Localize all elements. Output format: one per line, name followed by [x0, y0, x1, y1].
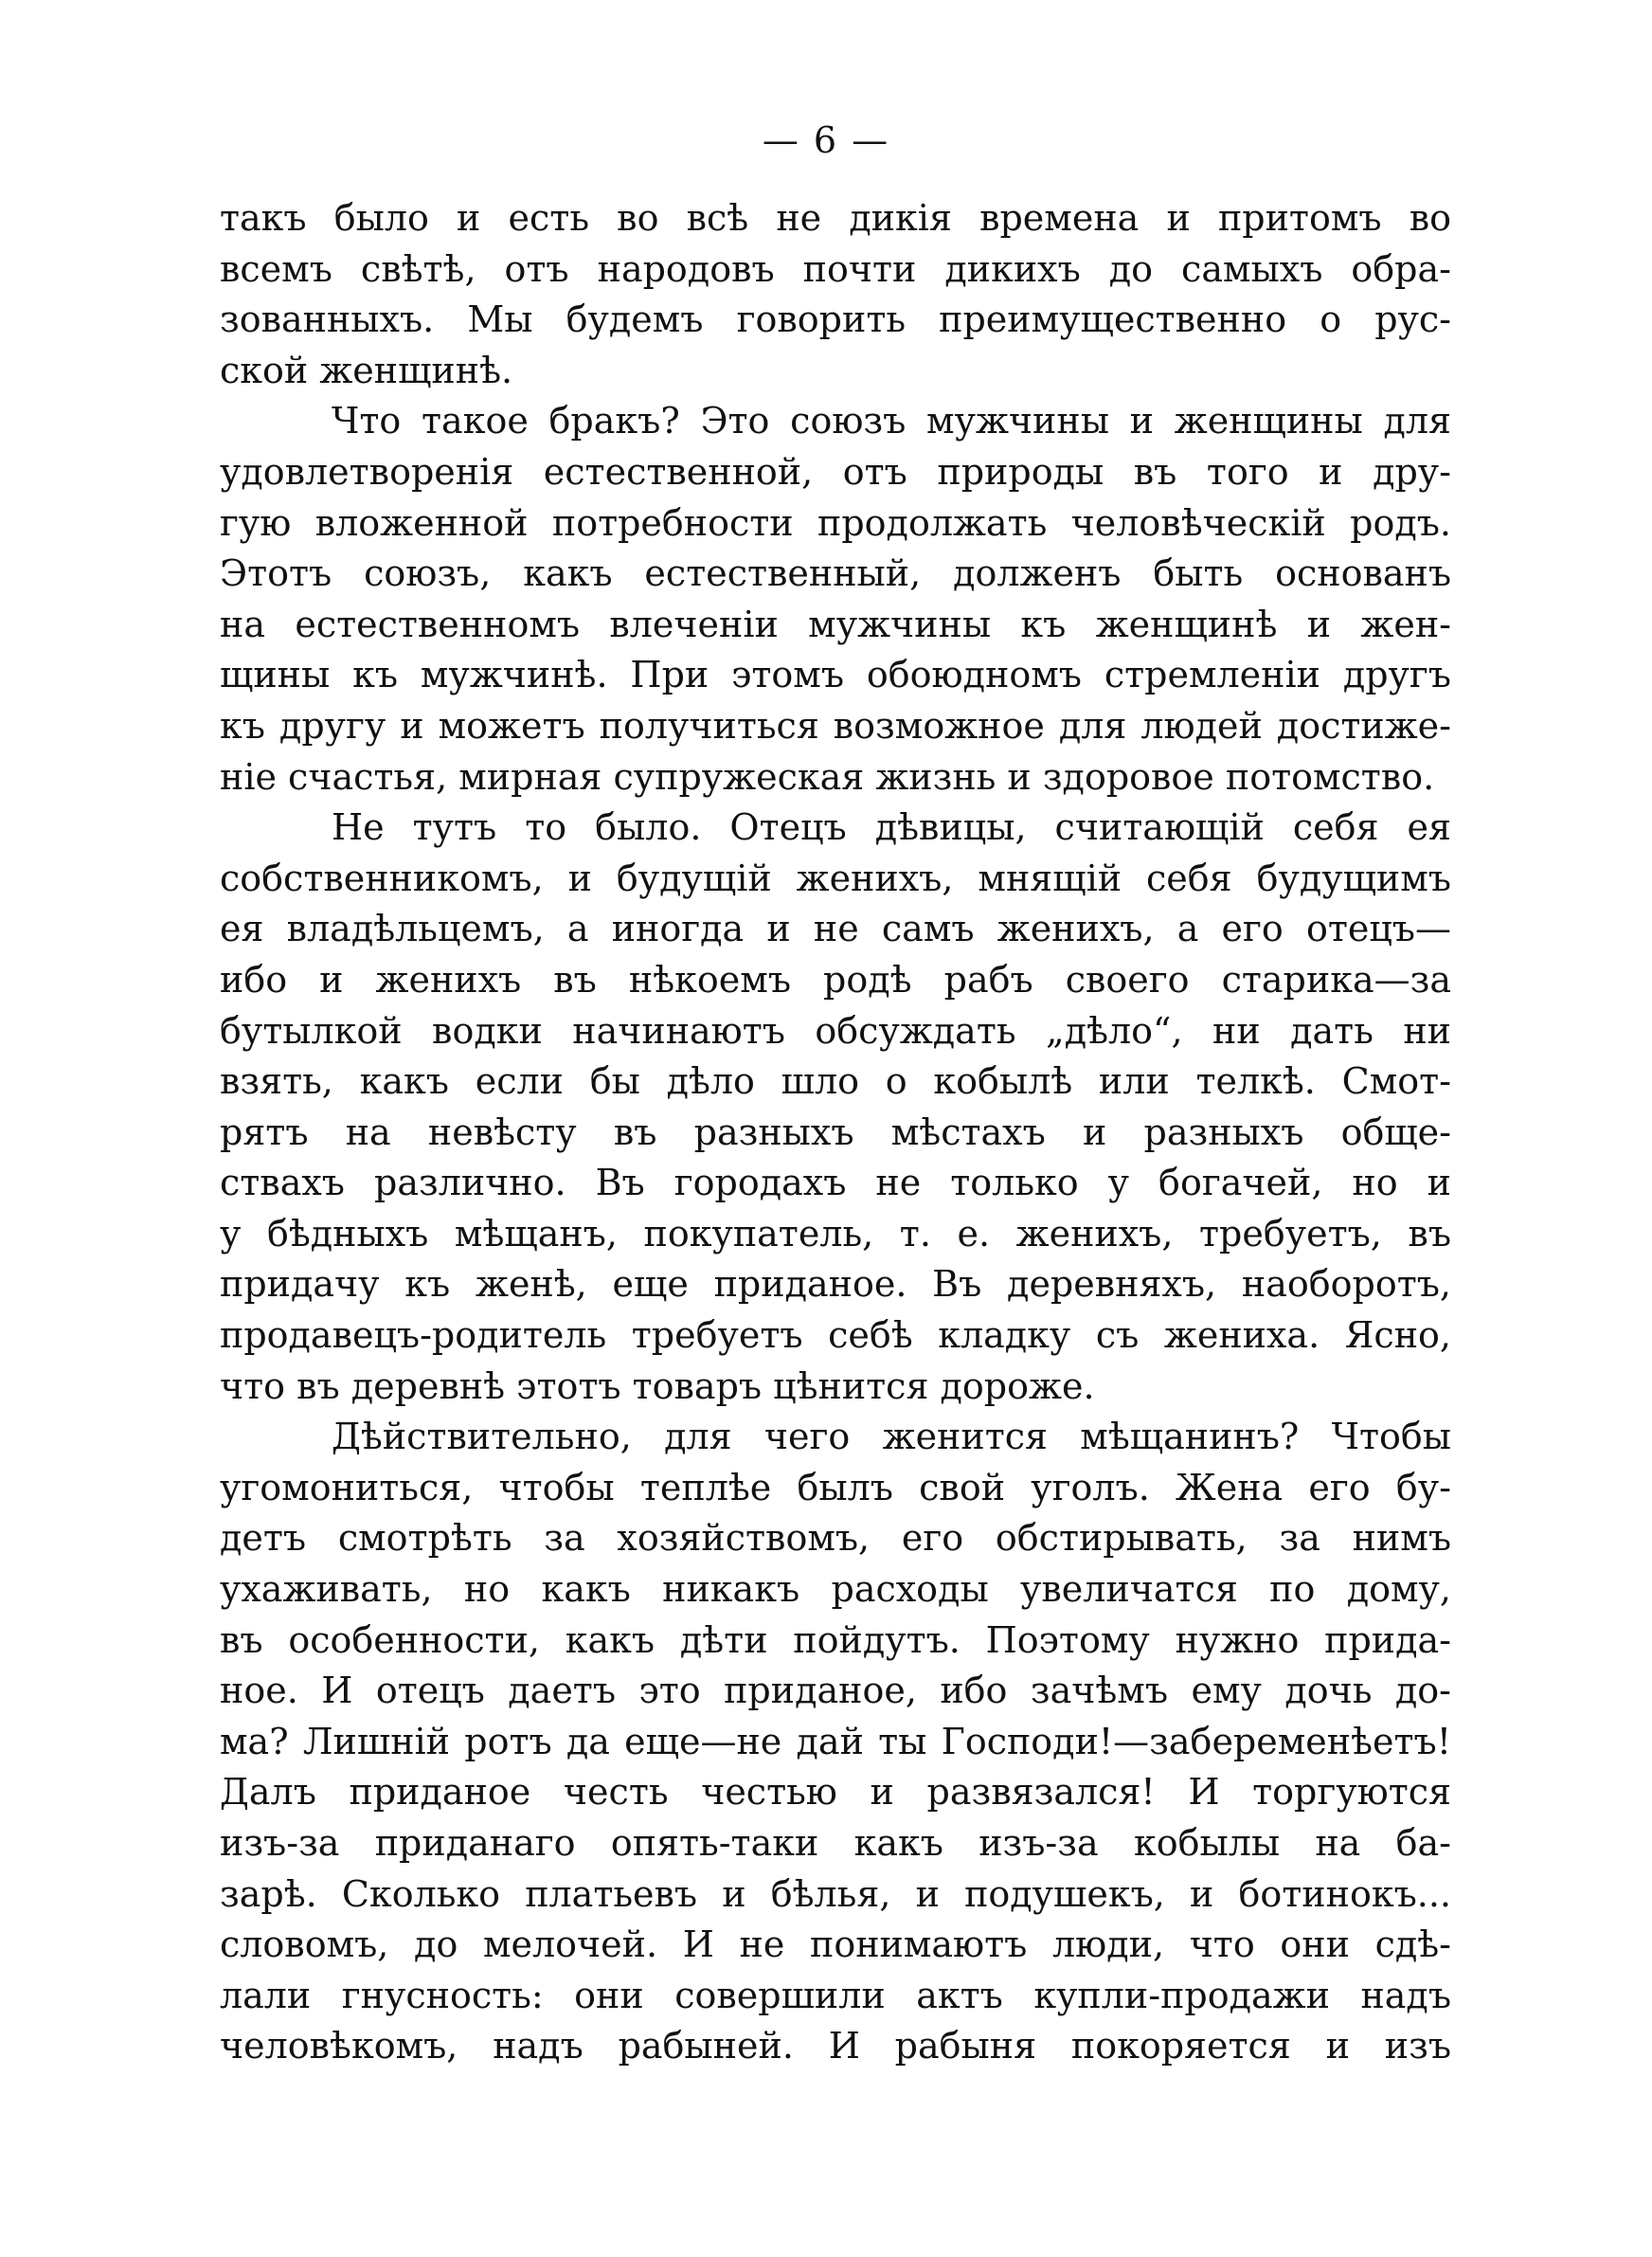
- text-line: угомониться, чтобы теплѣе былъ свой уголъ. Жена его бу-: [220, 1466, 1451, 1508]
- text-line: удовлетворенія естественной, отъ природы въ того и дру-: [220, 450, 1451, 493]
- text-line: придачу къ женѣ, еще приданое. Въ деревняхъ, наоборотъ,: [220, 1263, 1451, 1306]
- text-line: на естественномъ влеченіи мужчины къ женщинѣ и жен-: [220, 603, 1451, 645]
- text-line: зованныхъ. Мы будемъ говорить преимущественно о рус-: [220, 298, 1451, 341]
- text-line: у бѣдныхъ мѣщанъ, покупатель, т. е. женихъ, требуетъ, въ: [220, 1212, 1451, 1255]
- text-line: рятъ на невѣсту въ разныхъ мѣстахъ и разныхъ обще-: [220, 1110, 1451, 1153]
- text-line: собственникомъ, и будущій женихъ, мнящій себя будущимъ: [220, 857, 1451, 899]
- body-text: [220, 193, 1451, 2072]
- text-line: въ особенности, какъ дѣти пойдутъ. Поэтому нужно прида-: [220, 1618, 1451, 1661]
- text-line: изъ-за приданаго опять-таки какъ изъ-за кобылы на ба-: [220, 1822, 1451, 1864]
- text-line: детъ смотрѣть за хозяйствомъ, его обстирывать, за нимъ: [220, 1517, 1451, 1560]
- page-number: — 6 —: [762, 119, 890, 161]
- text-line: ской женщинѣ.: [220, 349, 513, 391]
- text-line: человѣкомъ, надъ рабыней. И рабыня покоряется и изъ: [220, 2025, 1451, 2067]
- text-line: ное. И отецъ даетъ это приданое, ибо зачѣмъ ему дочь до-: [220, 1670, 1451, 1712]
- text-line: такъ было и есть во всѣ не дикія времена и притомъ во: [220, 197, 1451, 239]
- text-line: ніе счастья, мирная супружеская жизнь и здоровое потомство.: [220, 755, 1435, 798]
- text-line: Этотъ союзъ, какъ естественный, долженъ быть основанъ: [220, 552, 1451, 595]
- text-line: продавецъ-родитель требуетъ себѣ кладку съ жениха. Ясно,: [220, 1314, 1451, 1357]
- text-line: ствахъ различно. Въ городахъ не только у богачей, но и: [220, 1162, 1451, 1204]
- text-line: взять, какъ если бы дѣло шло о кобылѣ или телкѣ. Смот-: [220, 1060, 1451, 1103]
- text-line: ухаживать, но какъ никакъ расходы увеличатся по дому,: [220, 1568, 1451, 1611]
- text-line: словомъ, до мелочей. И не понимаютъ люди, что они сдѣ-: [220, 1923, 1451, 1966]
- text-line: Дѣйствительно, для чего женится мѣщанинъ? Чтобы: [332, 1416, 1451, 1458]
- text-line: ибо и женихъ въ нѣкоемъ родѣ рабъ своего старика—за: [220, 958, 1451, 1001]
- text-line: Далъ приданое честь честью и развязался! И торгуются: [220, 1771, 1451, 1814]
- text-line: всемъ свѣтѣ, отъ народовъ почти дикихъ до самыхъ обра-: [220, 247, 1451, 290]
- text-line: лали гнусность: они совершили актъ купли-продажи надъ: [220, 1974, 1451, 2016]
- text-line: Что такое бракъ? Это союзъ мужчины и женщины для: [332, 400, 1451, 442]
- text-line: къ другу и можетъ получиться возможное для людей достиже-: [220, 704, 1451, 747]
- text-line: ма? Лишній ротъ да еще—не дай ты Господи!—забеременѣетъ!: [220, 1720, 1451, 1762]
- text-line: бутылкой водки начинаютъ обсуждать „дѣло“, ни дать ни: [220, 1009, 1451, 1052]
- text-line: гую вложенной потребности продолжать человѣческій родъ.: [220, 501, 1451, 544]
- text-line: зарѣ. Сколько платьевъ и бѣлья, и подушекъ, и ботинокъ...: [220, 1872, 1451, 1915]
- text-line: Не тутъ то было. Отецъ дѣвицы, считающій себя ея: [332, 806, 1451, 849]
- text-line: что въ деревнѣ этотъ товаръ цѣнится дороже.: [220, 1364, 1095, 1407]
- text-line: щины къ мужчинѣ. При этомъ обоюдномъ стремленіи другъ: [220, 654, 1451, 696]
- text-line: ея владѣльцемъ, а иногда и не самъ женихъ, а его отецъ—: [220, 908, 1451, 950]
